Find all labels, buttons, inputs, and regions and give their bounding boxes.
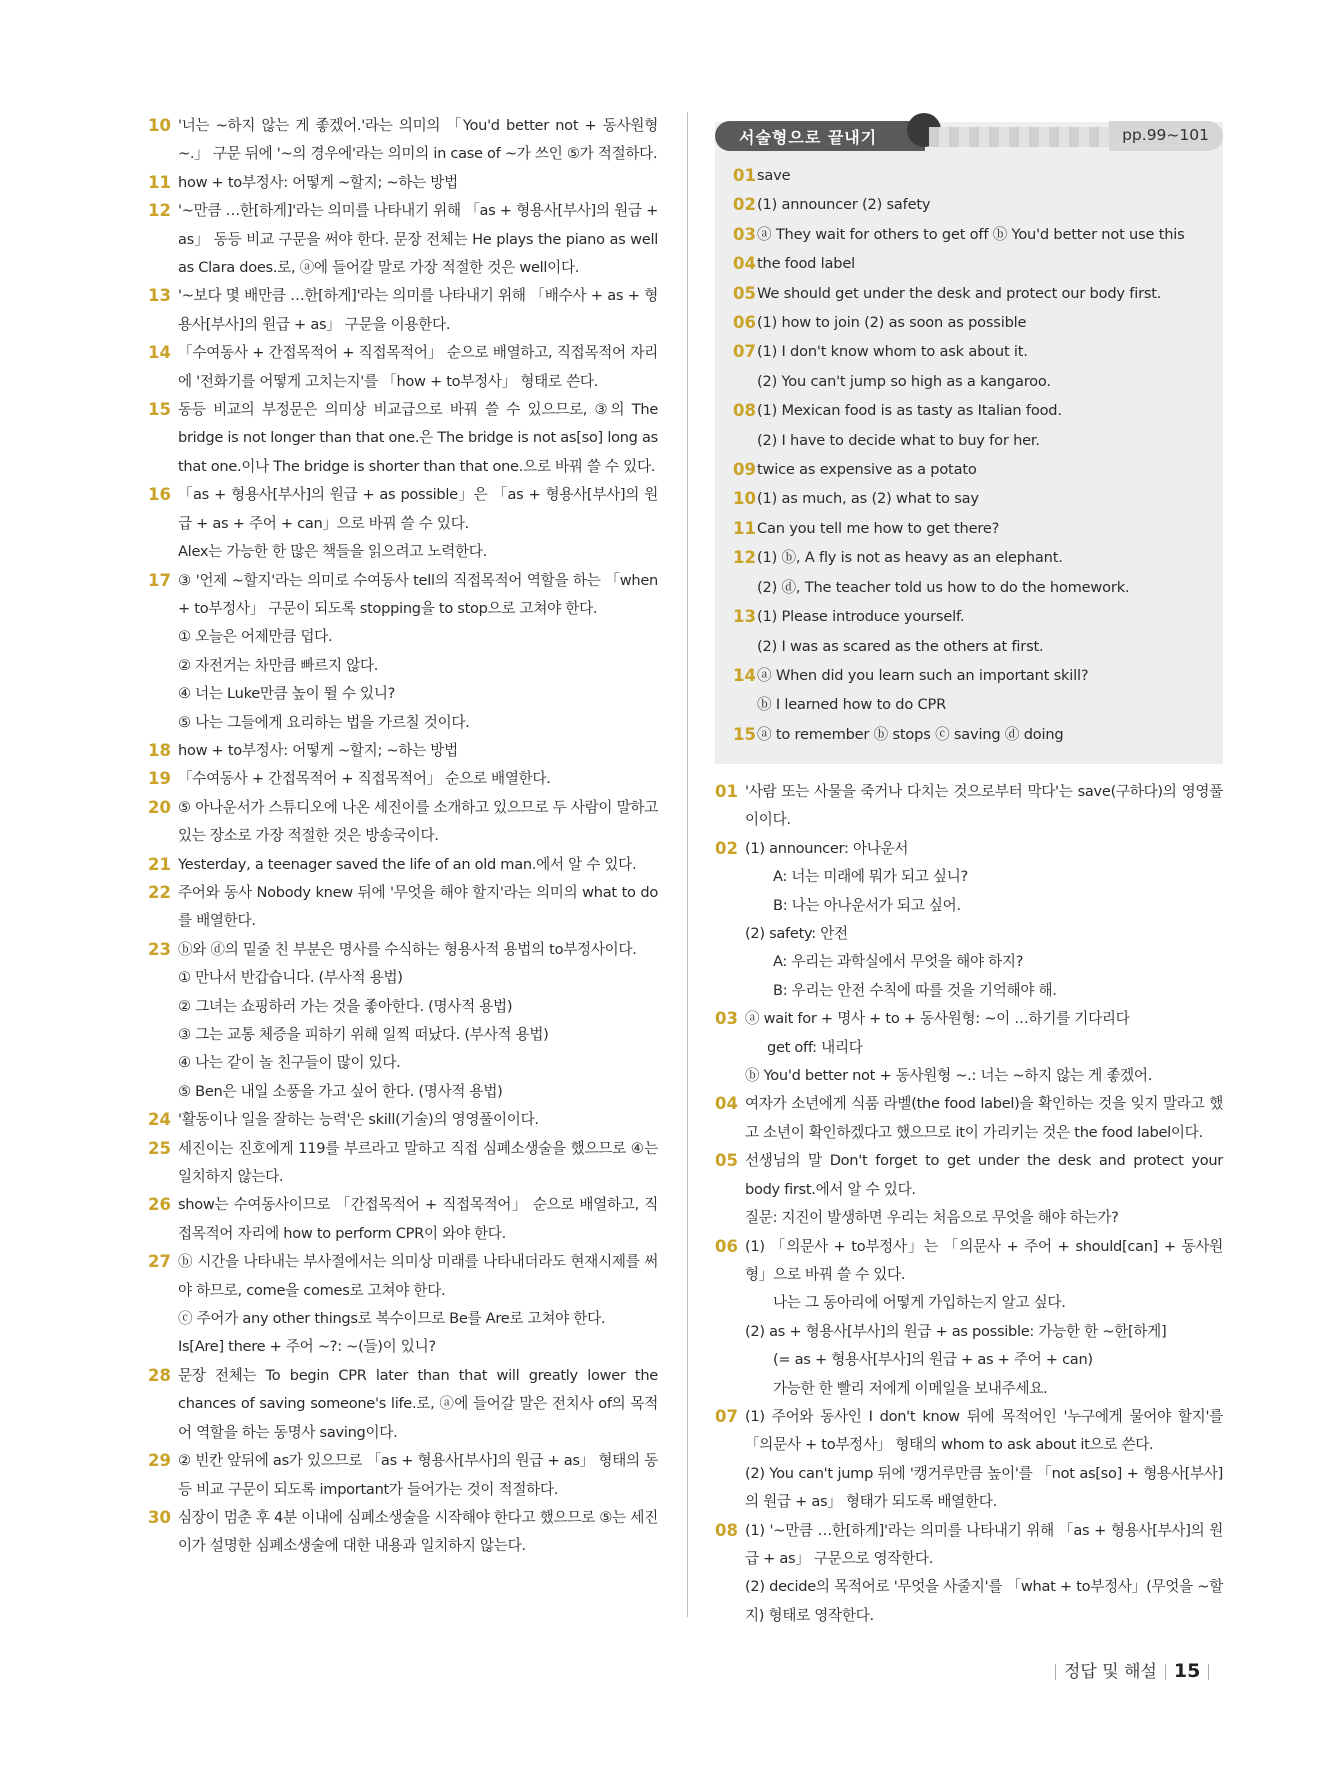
item-number: 23	[148, 939, 171, 959]
item-subline: ⑤ 나는 그들에게 요리하는 법을 가르칠 것이다.	[178, 713, 470, 731]
explanation-item	[715, 778, 1223, 835]
explanation-item	[148, 197, 658, 282]
explanation-item	[148, 851, 658, 879]
answer-item	[733, 514, 1213, 543]
explanation-item	[148, 339, 658, 396]
answer-item	[733, 484, 1213, 513]
item-number: 19	[148, 769, 171, 789]
column-divider	[687, 112, 688, 1617]
explanation-item	[715, 1233, 1223, 1290]
explanation-item	[148, 1135, 658, 1192]
explanation-item	[148, 1106, 658, 1134]
answer-text: (1) how to join (2) as soon as possible	[757, 314, 1027, 332]
item-text: 「수여동사 + 간접목적어 + 직접목적어」 순으로 배열한다.	[178, 770, 551, 788]
explanation-item	[148, 169, 658, 197]
item-text: 선생님의 말 Don't forget to get under the desk and protect your body first.에서 알 수 있다.	[745, 1152, 1223, 1198]
item-subline: (2) safety: 안전	[745, 925, 848, 943]
box-title: 서술형으로 끝내기	[739, 128, 878, 147]
item-text: 주어와 동사 Nobody knew 뒤에 '무엇을 해야 할지'라는 의미의 what to do를 배열한다.	[178, 883, 658, 930]
explanation-item	[148, 1248, 658, 1305]
answer-text: (1) as much, as (2) what to say	[757, 490, 979, 508]
explanation-item	[148, 567, 658, 624]
item-number: 12	[148, 201, 171, 221]
answer-number: 08	[733, 401, 756, 421]
answer-text: (1) Mexican food is as tasty as Italian food.	[757, 402, 1062, 420]
dialogue-line: B: 우리는 안전 수칙에 따를 것을 기억해야 해.	[773, 981, 1057, 999]
answer-text: (1) Please introduce yourself.	[757, 608, 965, 626]
explanation-item	[148, 765, 658, 793]
item-text: (1) '~만큼 …한[하게]'라는 의미를 나타내기 위해 「as + 형용사[부사]의 원급 + as」 구문으로 영작한다.	[745, 1521, 1223, 1567]
explanation-item	[148, 1191, 658, 1248]
answer-number: 05	[733, 283, 756, 303]
item-text: Yesterday, a teenager saved the life of an old man.에서 알 수 있다.	[178, 855, 637, 873]
explanation-item	[148, 1504, 658, 1561]
answer-item	[733, 602, 1213, 631]
item-text: 심장이 멈춘 후 4분 이내에 심폐소생술을 시작해야 한다고 했으므로 ⑤는 세진이가 설명한 심폐소생술에 대한 내용과 일치하지 않는다.	[178, 1508, 658, 1555]
explanation-item	[148, 481, 658, 566]
item-number: 25	[148, 1138, 171, 1158]
answer-text: (1) ⓑ, A fly is not as heavy as an elephant.	[757, 549, 1063, 567]
footer-divider	[1208, 1664, 1209, 1680]
item-text: show는 수여동사이므로 「간접목적어 + 직접목적어」 순으로 배열하고, 직접목적어 자리에 how to perform CPR이 와야 한다.	[178, 1196, 658, 1242]
item-number: 24	[148, 1110, 171, 1130]
item-text: Alex는 가능한 한 많은 책들을 읽으려고 노력한다.	[178, 543, 487, 561]
item-subline: get off: 내리다	[767, 1038, 863, 1056]
explanation-item	[715, 835, 1223, 863]
answer-item	[733, 249, 1213, 278]
answer-text: (1) announcer (2) safety	[757, 196, 931, 214]
item-text: '~만큼 …한[하게]'라는 의미를 나타내기 위해 「as + 형용사[부사]의 원급 + as」 동등 비교 구문을 써야 한다. 문장 전체는 He plays the piano as well as Clara does.로, ⓐ에 들어갈 말로 가장 적절한 것은 well이다.	[178, 202, 658, 277]
answer-list	[733, 161, 1213, 749]
answer-number: 14	[733, 665, 756, 685]
item-text: '~보다 몇 배만큼 …한[하게]'라는 의미를 나타내기 위해 「배수사 + as + 형용사[부사]의 원급 + as」 구문을 이용한다.	[178, 287, 658, 333]
answer-text: ⓐ They wait for others to get off ⓑ You'd better not use this	[757, 225, 1185, 243]
item-text: 여자가 소년에게 식품 라벨(the food label)을 확인하는 것을 잊지 말라고 했고 소년이 확인하겠다고 했으므로 it이 가리키는 것은 the food label이다.	[745, 1095, 1223, 1141]
answer-item	[733, 161, 1213, 190]
explanation-item	[715, 1090, 1223, 1147]
item-text: '사람 또는 사물을 죽거나 다치는 것으로부터 막다'는 save(구하다)의 영영풀이이다.	[745, 783, 1223, 829]
item-text: how + to부정사: 어떻게 ~할지; ~하는 방법	[178, 173, 458, 191]
answer-number: 13	[733, 607, 756, 627]
item-subline: (2) as + 형용사[부사]의 원급 + as possible: 가능한 한 ~한[하게]	[745, 1322, 1167, 1340]
footer-section: 정답 및 해설	[1064, 1662, 1157, 1682]
explanation-item	[148, 794, 658, 851]
item-text: ⓐ wait for + 명사 + to + 동사원형: ~이 …하기를 기다리다	[745, 1010, 1130, 1028]
item-subline: (2) decide의 목적어로 '무엇을 사줄지'를 「what + to부정사」(무엇을 ~할지) 형태로 영작한다.	[745, 1578, 1223, 1624]
answer-number: 11	[733, 518, 756, 538]
item-subline: ④ 나는 같이 놀 친구들이 많이 있다.	[178, 1054, 401, 1072]
item-subline: ② 그녀는 쇼핑하러 가는 것을 좋아한다. (명사적 용법)	[178, 997, 513, 1015]
item-text: '활동이나 일을 잘하는 능력'은 skill(기술)의 영영풀이이다.	[178, 1111, 539, 1129]
answer-subline: (2) I was as scared as the others at first.	[757, 637, 1044, 655]
dialogue-line: B: 나는 아나운서가 되고 싶어.	[773, 896, 961, 914]
header-page-tab	[1109, 121, 1223, 151]
answer-item	[733, 190, 1213, 219]
item-subline: ④ 너는 Luke만큼 높이 뛸 수 있니?	[178, 685, 396, 703]
answer-subline: (2) ⓓ, The teacher told us how to do the homework.	[757, 578, 1130, 596]
item-subline: ⑤ Ben은 내일 소풍을 가고 싶어 한다. (명사적 용법)	[178, 1082, 503, 1100]
answer-number: 01	[733, 166, 756, 185]
answer-item	[733, 396, 1213, 425]
explanation-item	[148, 1362, 658, 1447]
item-number: 29	[148, 1451, 171, 1471]
item-text: ⑤ 아나운서가 스튜디오에 나온 세진이를 소개하고 있으므로 두 사람이 말하고 있는 장소로 가장 적절한 것은 방송국이다.	[178, 798, 658, 845]
item-subline: ⓑ You'd better not + 동사원형 ~.: 너는 ~하지 않는 게 좋겠어.	[745, 1067, 1153, 1085]
explanation-item	[148, 1447, 658, 1504]
item-text: (1) 주어와 동사인 I don't know 뒤에 목적어인 '누구에게 물어야 할지'를 「의문사 + to부정사」 형태의 whom to ask about it으로 쓴다.	[745, 1407, 1223, 1454]
item-subline: ③ 그는 교통 체증을 피하기 위해 일찍 떠났다. (부사적 용법)	[178, 1026, 549, 1043]
item-subline: ① 오늘은 어제만큼 덥다.	[178, 628, 333, 646]
item-number: 16	[148, 485, 171, 505]
explanation-item	[148, 879, 658, 936]
item-number: 14	[148, 343, 171, 363]
item-number: 17	[148, 570, 171, 590]
item-text: 동등 비교의 부정문은 의미상 비교급으로 바꿔 쓸 수 있으므로, ③의 The bridge is not longer than that one.은 The bridge is not as[so] long as that one.이나 The bridge is shorter than that one.으로 바꿔 쓸 수 있다.	[178, 401, 658, 475]
item-text: (1) announcer: 아나운서	[745, 839, 909, 857]
item-number: 20	[148, 797, 171, 817]
answer-subline: (2) I have to decide what to buy for her.	[757, 431, 1040, 449]
item-text: ⓑ와 ⓓ의 밑줄 친 부분은 명사를 수식하는 형용사적 용법의 to부정사이다.	[178, 940, 637, 958]
item-text: 세진이는 진호에게 119를 부르라고 말하고 직접 심폐소생술을 했으므로 ④는 일치하지 않는다.	[178, 1139, 658, 1186]
item-subline: ⓒ 주어가 any other things로 복수이므로 Be를 Are로 고쳐야 한다.	[178, 1310, 606, 1328]
item-subline: 가능한 한 빨리 저에게 이메일을 보내주세요.	[773, 1379, 1048, 1397]
item-number: 11	[148, 172, 171, 192]
item-number: 26	[148, 1195, 171, 1215]
item-text: 「수여동사 + 간접목적어 + 직접목적어」 순으로 배열하고, 직접목적어 자리에 '전화기를 어떻게 고치는지'를 「how + to부정사」 형태로 쓴다.	[178, 344, 658, 390]
answer-number: 12	[733, 548, 756, 568]
explanation-item	[715, 1403, 1223, 1460]
page-range: pp.99~101	[1122, 126, 1209, 144]
item-number: 22	[148, 882, 171, 902]
item-subline: Is[Are] there + 주어 ~?: ~(들)이 있니?	[178, 1338, 436, 1356]
answer-text: save	[757, 167, 791, 184]
item-number: 15	[148, 400, 171, 420]
item-number: 07	[715, 1406, 738, 1426]
explanation-item	[148, 396, 658, 481]
item-subline: ① 만나서 반갑습니다. (부사적 용법)	[178, 969, 403, 987]
explanation-item	[715, 1517, 1223, 1574]
item-number: 21	[148, 854, 171, 874]
answer-subline: (2) You can't jump so high as a kangaroo.	[757, 372, 1051, 390]
answer-item	[733, 308, 1213, 337]
answer-item	[733, 220, 1213, 249]
right-explanations	[715, 778, 1223, 1630]
answer-item	[733, 720, 1213, 749]
item-subline: 나는 그 동아리에 어떻게 가입하는지 알고 싶다.	[773, 1294, 1066, 1312]
answer-number: 07	[733, 342, 756, 362]
item-number: 06	[715, 1236, 738, 1256]
item-text: '너는 ~하지 않는 게 좋겠어.'라는 의미의 「You'd better not + 동사원형 ~.」 구문 뒤에 '~의 경우에'라는 의미의 in case of ~가 쓰인 ⑤가 적절하다.	[178, 117, 658, 163]
item-subline: ② 자전거는 차만큼 빠르지 않다.	[178, 656, 379, 674]
item-number: 30	[148, 1507, 171, 1527]
footer-divider	[1055, 1664, 1056, 1680]
explanation-item	[715, 1005, 1223, 1033]
explanation-item	[715, 1147, 1223, 1232]
answer-text: twice as expensive as a potato	[757, 461, 977, 479]
item-text: 「as + 형용사[부사]의 원급 + as possible」은 「as + 형용사[부사]의 원급 + as + 주어 + can」으로 바꿔 쓸 수 있다.	[178, 486, 658, 532]
item-text: ⓑ 시간을 나타내는 부사절에서는 의미상 미래를 나타내더라도 현재시제를 써야 하므로, come을 comes로 고쳐야 한다.	[178, 1253, 658, 1299]
answer-item	[733, 279, 1213, 308]
answer-text: Can you tell me how to get there?	[757, 519, 1000, 537]
header-pattern	[929, 127, 1109, 147]
answer-item	[733, 337, 1213, 366]
answer-item	[733, 543, 1213, 572]
answer-number: 15	[733, 724, 756, 744]
left-column	[148, 112, 658, 1561]
item-number: 03	[715, 1009, 738, 1029]
answer-text: We should get under the desk and protect our body first.	[757, 284, 1162, 302]
item-subline: (= as + 형용사[부사]의 원급 + as + 주어 + can)	[773, 1351, 1093, 1369]
item-number: 28	[148, 1365, 171, 1385]
item-number: 10	[148, 116, 171, 135]
item-number: 02	[715, 838, 738, 858]
answer-text: (1) I don't know whom to ask about it.	[757, 343, 1028, 361]
footer-divider	[1165, 1664, 1166, 1680]
answer-text: ⓐ When did you learn such an important skill?	[757, 666, 1089, 684]
answer-number: 06	[733, 313, 756, 333]
item-number: 27	[148, 1252, 171, 1272]
item-number: 08	[715, 1520, 738, 1540]
item-text: 질문: 지진이 발생하면 우리는 처음으로 무엇을 해야 하는가?	[745, 1209, 1119, 1227]
explanation-item	[148, 737, 658, 765]
answer-subline: ⓑ I learned how to do CPR	[757, 696, 947, 714]
answer-box-header	[715, 121, 1223, 151]
answer-number: 04	[733, 254, 756, 274]
answer-number: 02	[733, 195, 756, 215]
item-text: how + to부정사: 어떻게 ~할지; ~하는 방법	[178, 741, 458, 759]
item-text: (1) 「의문사 + to부정사」는 「의문사 + 주어 + should[can] + 동사원형」으로 바꿔 쓸 수 있다.	[745, 1237, 1223, 1283]
answer-text: ⓐ to remember ⓑ stops ⓒ saving ⓓ doing	[757, 725, 1064, 743]
explanation-item	[148, 282, 658, 339]
page-footer	[1047, 1657, 1217, 1682]
answer-number: 09	[733, 460, 756, 480]
dialogue-line: A: 너는 미래에 뭐가 되고 싶니?	[773, 868, 968, 886]
answer-item	[733, 661, 1213, 690]
item-text: ② 빈칸 앞뒤에 as가 있으므로 「as + 형용사[부사]의 원급 + as」 형태의 동등 비교 구문이 되도록 important가 들어가는 것이 적절하다.	[178, 1452, 658, 1498]
item-number: 04	[715, 1094, 738, 1114]
item-subline: (2) You can't jump 뒤에 '캥거루만큼 높이'를 「not as[so] + 형용사[부사]의 원급 + as」 형태가 되도록 배열한다.	[745, 1464, 1223, 1511]
item-text: ③ '언제 ~할지'라는 의미로 수여동사 tell의 직접목적어 역할을 하는 「when + to부정사」 구문이 되도록 stopping을 to stop으로 고쳐야 한다.	[178, 571, 658, 617]
page-number: 15	[1173, 1660, 1201, 1682]
item-number: 05	[715, 1151, 738, 1171]
explanation-item	[148, 936, 658, 964]
explanation-item	[148, 112, 658, 169]
answer-number: 03	[733, 224, 756, 244]
answer-text: the food label	[757, 255, 855, 273]
answer-item	[733, 455, 1213, 484]
item-number: 01	[715, 782, 738, 801]
item-text: 문장 전체는 To begin CPR later than that will greatly lower the chances of saving someone's life.로, ⓐ에 들어갈 말은 전치사 of의 목적어 역할을 하는 동명사 saving이다.	[178, 1366, 658, 1441]
item-number: 13	[148, 286, 171, 306]
dialogue-line: A: 우리는 과학실에서 무엇을 해야 하지?	[773, 953, 1024, 971]
answer-number: 10	[733, 489, 756, 509]
item-number: 18	[148, 740, 171, 760]
